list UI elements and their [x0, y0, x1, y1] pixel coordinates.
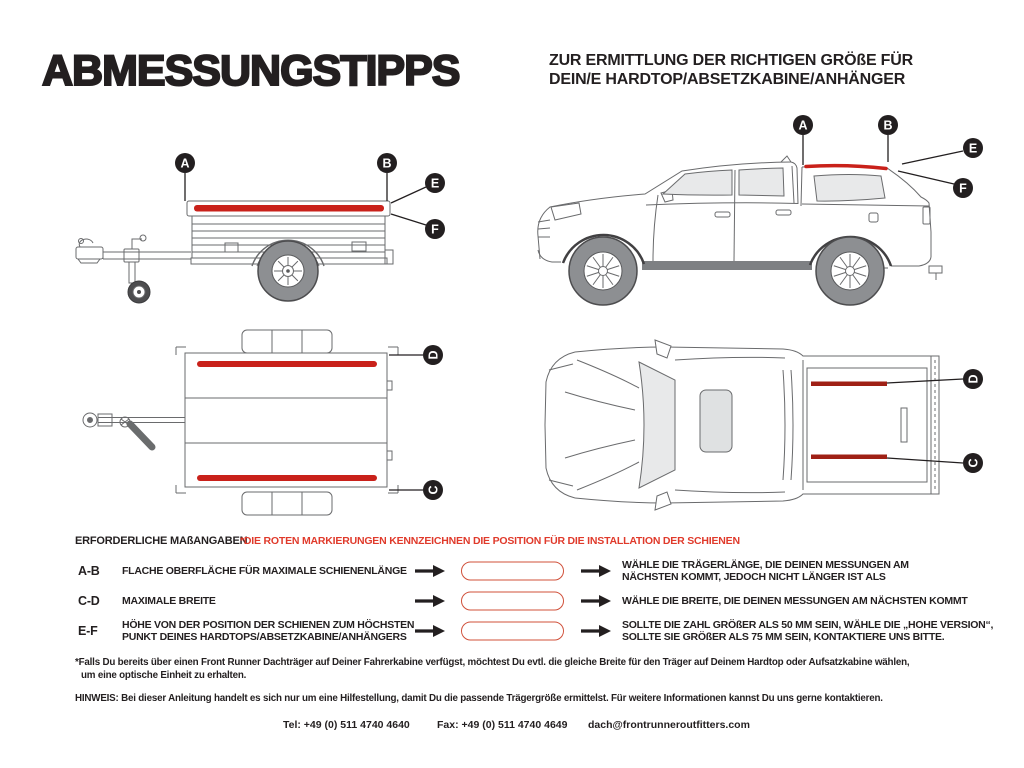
measurement-value-pill [461, 592, 564, 611]
measurement-value-pill [461, 622, 564, 641]
label-a-marker: A [798, 118, 808, 133]
range-label: E-F [78, 624, 98, 638]
measurement-instruction: SOLLTE DIE ZAHL GRÖßER ALS 50 MM SEIN, WÄHLE DIE „HOHE VERSION“, SOLLTE SIE GRÖßER ALS 75 MM SEIN, KONTAKTIERE UNS BITTE. [622, 619, 994, 643]
label-b-marker: B [883, 118, 893, 133]
bed-rail-marker-bottom [811, 455, 887, 460]
measurement-description: FLACHE OBERFLÄCHE FÜR MAXIMALE SCHIENENLÄNGE [122, 565, 407, 577]
measurements-heading: ERFORDERLICHE MAßANGABEN [75, 535, 248, 547]
page-subtitle [549, 51, 913, 89]
contact-row [0, 719, 1024, 733]
truck-front-wheel [569, 237, 637, 305]
label-d-marker: D [426, 350, 441, 360]
trailer-top-callout-lines [389, 355, 423, 490]
trailer-top-view-diagram [40, 325, 460, 520]
measurement-row-cd [0, 586, 1024, 616]
truck-top-view-diagram [535, 330, 1010, 525]
trailer-top-callout-labels [423, 345, 443, 500]
measurement-instruction: WÄHLE DIE BREITE, DIE DEINEN MESSUNGEN AM NÄCHSTEN KOMMT [622, 595, 968, 607]
measurement-instruction: WÄHLE DIE TRÄGERLÄNGE, DIE DEINEN MESSUNGEN AM NÄCHSTEN KOMMT, JEDOCH NICHT LÄNGER IST ALS [622, 559, 909, 583]
bed-rail-marker-top [811, 382, 887, 387]
trailer-side-drawing [76, 201, 393, 303]
subtitle-line-1: ZUR ERMITTLUNG DER RICHTIGEN GRÖßE FÜR [549, 52, 913, 69]
label-e-marker: E [430, 176, 440, 191]
rail-position-marker-bottom [197, 475, 377, 481]
trailer-side-view-diagram [40, 140, 460, 315]
label-c-marker: C [966, 458, 981, 468]
truck-side-drawing [538, 156, 942, 305]
measurement-description: MAXIMALE BREITE [122, 595, 216, 607]
range-label: C-D [78, 594, 100, 608]
measurement-description: HÖHE VON DER POSITION DER SCHIENEN ZUM HÖCHSTEN PUNKT DEINES HARDTOPS/ABSETZKABINE/ANHÄNGERS [122, 619, 415, 643]
red-markings-note: *DIE ROTEN MARKIERUNGEN KENNZEICHNEN DIE POSITION FÜR DIE INSTALLATION DER SCHIENEN [240, 535, 740, 547]
label-f-marker: F [431, 222, 439, 237]
hint-note: HINWEIS: Bei dieser Anleitung handelt es sich nur um eine Hilfestellung, damit Du die passende Trägergröße ermittelst. Für weitere Informationen kannst Du uns gerne kontaktieren. [75, 693, 883, 704]
truck-top-callout-lines [887, 379, 963, 463]
label-b-marker: B [382, 156, 392, 171]
rail-position-marker [194, 205, 384, 212]
arrow-right-icon [581, 565, 611, 577]
measurement-row-ef [0, 616, 1024, 646]
truck-rear-wheel [816, 237, 884, 305]
arrow-right-icon [415, 595, 445, 607]
label-d-marker: D [966, 374, 981, 384]
truck-top-drawing [545, 340, 939, 510]
label-c-marker: C [426, 485, 441, 495]
trailer-side-callout-lines [185, 173, 426, 225]
measurement-value-pill [461, 562, 564, 581]
contact-email: dach@frontrunneroutfitters.com [588, 719, 750, 731]
footnote: *Falls Du bereits über einen Front Runner Dachträger auf Deiner Fahrerkabine verfügst, möchtest Du evtl. die gleiche Breite für den Träger auf Deinem Hardtop oder Aufsatzkabine wählen, um eine optische Einheit zu erhalten. [75, 657, 910, 681]
rail-position-marker-top [197, 361, 377, 367]
trailer-top-drawing [83, 330, 398, 515]
truck-side-view-diagram [530, 110, 1008, 310]
subtitle-line-2: DEIN/E HARDTOP/ABSETZKABINE/ANHÄNGER [549, 71, 906, 88]
arrow-right-icon [581, 595, 611, 607]
measurements-heading-row [75, 535, 1015, 549]
arrow-right-icon [415, 565, 445, 577]
measurement-row-ab [0, 556, 1024, 586]
canopy-rail-position-marker [806, 166, 886, 169]
contact-tel: Tel: +49 (0) 511 4740 4640 [283, 719, 410, 731]
label-e-marker: E [968, 141, 978, 156]
truck-top-callout-labels [963, 369, 983, 473]
page-title: ABMESSUNGSTIPPS [42, 47, 460, 95]
contact-fax: Fax: +49 (0) 511 4740 4649 [437, 719, 568, 731]
label-f-marker: F [959, 181, 967, 196]
arrow-right-icon [415, 625, 445, 637]
arrow-right-icon [581, 625, 611, 637]
trailer-side-callout-labels [175, 153, 445, 239]
range-label: A-B [78, 564, 100, 578]
label-a-marker: A [180, 156, 190, 171]
